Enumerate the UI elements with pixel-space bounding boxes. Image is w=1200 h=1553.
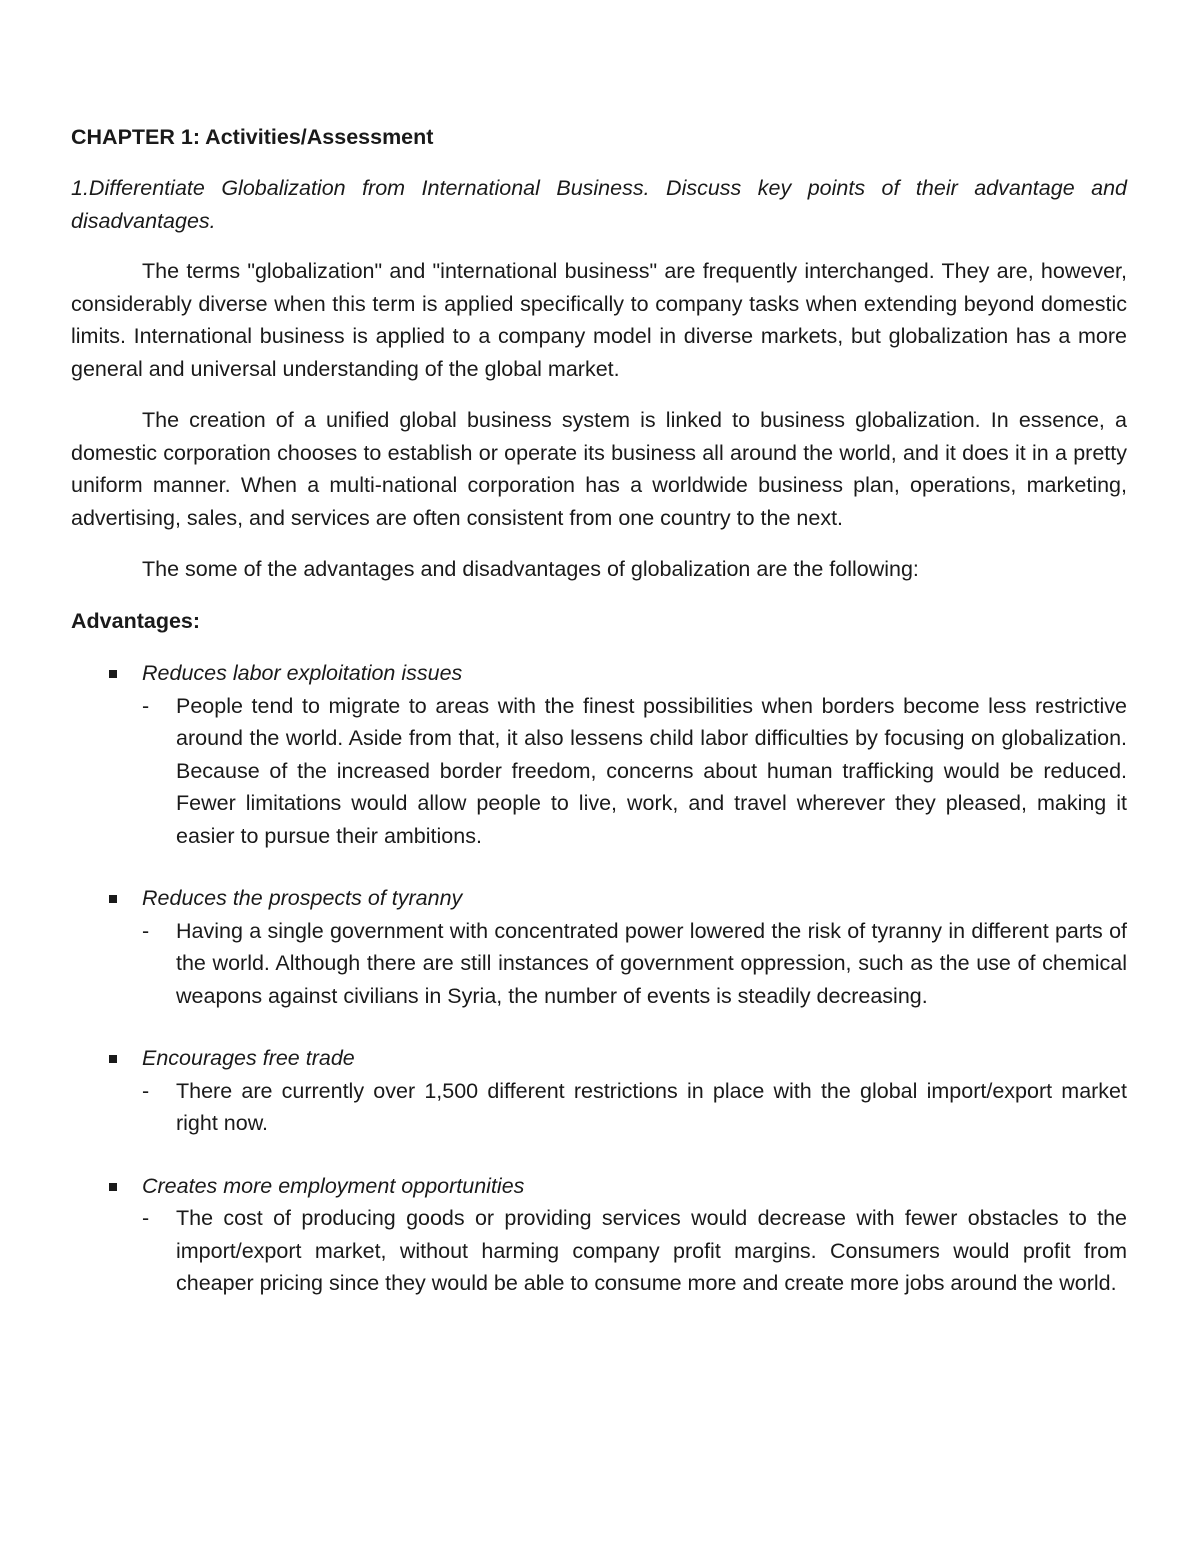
advantage-description: [142, 690, 1127, 853]
advantage-description-text: People tend to migrate to areas with the finest possibilities when borders become less restrictive around the world. Aside from that, it also lessens child labor difficulties by focusing on globalization. Because of the increased border freedom, concerns about human trafficking would be reduced. Fewer limitations would allow people to live, work, and travel wherever they pleased, making it easier to pursue their ambitions.: [176, 693, 1127, 848]
advantage-description-text: The cost of producing goods or providing services would decrease with fewer obstacles to the import/export market, without harming company profit margins. Consumers would profit from cheaper pricing since they would be able to consume more and create more jobs around the world.: [176, 1206, 1127, 1295]
list-item: [71, 1170, 1127, 1300]
advantage-title: Reduces the prospects of tyranny: [142, 886, 463, 910]
paragraph-intro-list: The some of the advantages and disadvantages of globalization are the following:: [142, 557, 919, 581]
square-bullet-icon: [109, 1055, 117, 1063]
advantage-title: Encourages free trade: [142, 1046, 355, 1070]
advantage-description: [142, 915, 1127, 1013]
chapter-title: CHAPTER 1: Activities/Assessment: [71, 125, 434, 149]
advantage-description: [142, 1075, 1127, 1140]
list-item: [71, 1042, 1127, 1140]
advantage-description-text: Having a single government with concentrated power lowered the risk of tyranny in different parts of the world. Although there are still instances of government oppression, such as the use of chemical weapons against civilians in Syria, the number of events is steadily decreasing.: [176, 918, 1127, 1008]
assessment-question: 1.Differentiate Globalization from International Business. Discuss key points of their advantage and disadvantages.: [71, 176, 1127, 233]
square-bullet-icon: [109, 670, 117, 678]
document-page: [71, 120, 1127, 1330]
paragraph-globalization: The creation of a unified global business system is linked to business globalization. In essence, a domestic corporation chooses to establish or operate its business all around the world, and it does it in a pretty uniform manner. When a multi-national corporation has a worldwide business plan, operations, marketing, advertising, sales, and services are often consistent from one country to the next.: [71, 408, 1127, 530]
advantage-title: Creates more employment opportunities: [142, 1173, 525, 1198]
advantages-heading: Advantages:: [71, 608, 201, 633]
list-item: [71, 882, 1127, 1012]
advantage-description-text: There are currently over 1,500 different restrictions in place with the global import/export market right now.: [176, 1078, 1127, 1135]
square-bullet-icon: [109, 1183, 117, 1191]
square-bullet-icon: [109, 895, 117, 903]
list-item: [71, 657, 1127, 852]
dash-marker: -: [142, 1206, 150, 1230]
advantage-description: [142, 1202, 1127, 1300]
advantages-list: [71, 657, 1127, 1300]
dash-marker: -: [142, 918, 150, 943]
dash-marker: -: [142, 693, 150, 718]
paragraph-terms: The terms "globalization" and "international business" are frequently interchanged. They are, however, considerably diverse when this term is applied specifically to company tasks when extending beyond domestic limits. International business is applied to a company model in diverse markets, but globalization has a more general and universal understanding of the global market.: [71, 259, 1127, 381]
advantage-title: Reduces labor exploitation issues: [142, 661, 463, 685]
dash-marker: -: [142, 1078, 150, 1103]
